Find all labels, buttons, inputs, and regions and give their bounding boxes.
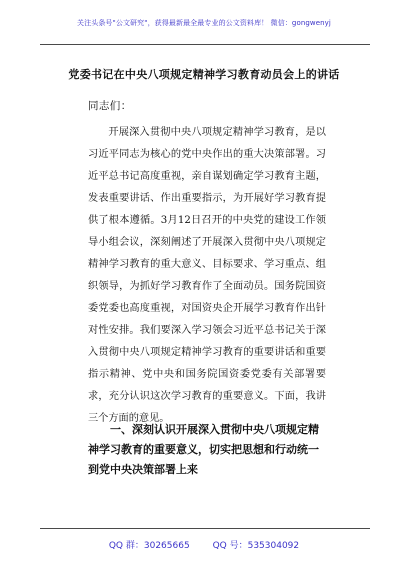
footer-divider — [40, 528, 370, 529]
document-title: 党委书记在中央八项规定精神学习教育动员会上的讲话 — [68, 68, 340, 81]
body-paragraph: 开展深入贯彻中央八项规定精神学习教育，是以习近平同志为核心的党中央作出的重大决策部署。习近平总书记高度重视，亲自谋划确定学习教育主题，发表重要讲话、作出重要指示，为开展好学习教育提供了根本遵循。3月12日召开的中央党的建设工作领导小组会议，深刻阐述了开展深入贯彻中央八项规定精神学习教育的重大意义、目标要求、学习重点、组织领导，为抓好学习教育作了全面动员。国务院国资委党委也高度重视，对国资央企开展学习教育作出针对性安排。我们要深入学习领会习近平总书记关于深入贯彻中央八项规定精神学习教育的重要讲话和重要指示精神、党中央和国务院国资委党委有关部署要求，充分认识这次学习教育的重要意义。下面，我讲三个方面的意见。 — [88, 127, 326, 424]
footer-qq-id: QQ 号：535304092 — [212, 541, 300, 551]
header-promo-text: 关注头条号"公文研究"，获得最新最全最专业的公文资料库！ 微信：gongwenyj — [77, 19, 331, 27]
salutation: 同志们： — [88, 100, 132, 112]
footer — [0, 538, 408, 551]
header-divider — [40, 44, 370, 45]
footer-qq-group: QQ 群：30265665 — [108, 541, 190, 551]
section-heading: 一、深刻认识开展深入贯彻中央八项规定精神学习教育的重要意义，切实把思想和行动统一到党中央决策部署上来 — [88, 423, 319, 476]
